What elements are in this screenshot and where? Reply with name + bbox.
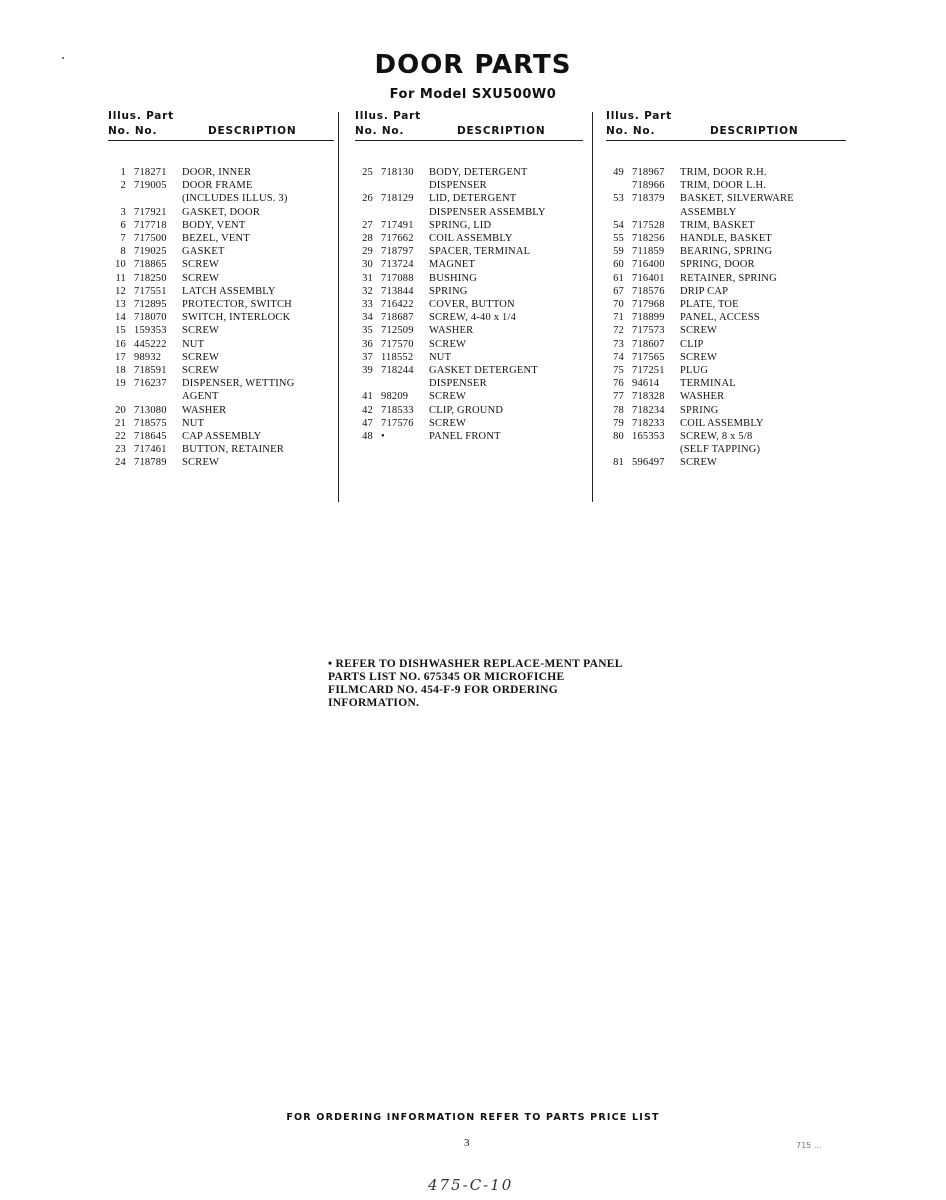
- part-number: [381, 179, 429, 192]
- part-row: [355, 364, 583, 377]
- parts-column-3: [606, 110, 846, 470]
- part-number: 718250: [134, 272, 167, 284]
- illus-number: 16: [115, 338, 126, 350]
- part-row: [355, 417, 583, 430]
- part-row: [606, 311, 846, 324]
- illus-number: 33: [362, 299, 373, 311]
- part-number: 718645: [134, 431, 167, 443]
- part-description: DISPENSER: [429, 180, 487, 192]
- part-row: [606, 258, 846, 271]
- column-header: [108, 110, 334, 140]
- part-description: NUT: [429, 351, 452, 363]
- part-number: 165353: [632, 431, 665, 443]
- parts-list: [355, 166, 583, 443]
- part-description: SPACER, TERMINAL: [429, 246, 531, 258]
- part-row: [606, 232, 846, 245]
- part-description: COVER, BUTTON: [429, 299, 515, 311]
- page-number: 3: [464, 1137, 470, 1149]
- header-illus-part: Illus. Part: [355, 110, 421, 122]
- part-number: 718797: [381, 246, 414, 258]
- illus-number: 70: [613, 299, 624, 311]
- part-number: [632, 443, 680, 456]
- illus-number: 31: [362, 272, 373, 284]
- part-row: [108, 390, 334, 403]
- part-description: SCREW: [182, 365, 220, 377]
- part-number: 713844: [381, 285, 414, 297]
- part-description: PROTECTOR, SWITCH: [182, 299, 292, 311]
- part-description: DOOR FRAME: [182, 180, 253, 192]
- part-number: 712509: [381, 325, 414, 337]
- part-number: 719025: [134, 246, 167, 258]
- illus-number: 32: [362, 285, 373, 297]
- illus-number: 19: [115, 378, 126, 390]
- part-description: HANDLE, BASKET: [680, 233, 773, 245]
- part-number: 718575: [134, 417, 167, 429]
- header-rule: [606, 140, 846, 141]
- part-description: PANEL, ACCESS: [680, 312, 760, 324]
- part-description: SCREW: [182, 457, 220, 469]
- model-subtitle: For Model SXU500W0: [389, 87, 557, 102]
- illus-number: 20: [115, 404, 126, 416]
- illus-number: 77: [613, 391, 624, 403]
- illus-number: 23: [115, 444, 126, 456]
- part-number: 716401: [632, 272, 665, 284]
- illus-number: 54: [613, 219, 624, 231]
- part-row: [108, 272, 334, 285]
- part-row: [355, 298, 583, 311]
- part-number: 716400: [632, 259, 665, 271]
- part-row: [108, 430, 334, 443]
- part-number: 717565: [632, 351, 665, 363]
- corner-code: 715 ...: [796, 1141, 822, 1150]
- illus-number: 24: [115, 457, 126, 469]
- part-number: 718130: [381, 167, 414, 178]
- ordering-footer: FOR ORDERING INFORMATION REFER TO PARTS PRICE LIST: [286, 1112, 660, 1123]
- part-row: [108, 377, 334, 390]
- part-row: [108, 443, 334, 456]
- part-number: 717662: [381, 233, 414, 245]
- part-number: 717921: [134, 206, 167, 218]
- part-number: 717461: [134, 444, 167, 456]
- part-row: [355, 245, 583, 258]
- illus-number: 72: [613, 325, 624, 337]
- part-number: 719005: [134, 180, 167, 192]
- part-description: SPRING: [429, 285, 468, 297]
- part-number: 718256: [632, 233, 665, 245]
- part-number: 159353: [134, 325, 167, 337]
- part-row: [355, 390, 583, 403]
- illus-number: 18: [115, 365, 126, 377]
- part-description: TRIM, BASKET: [680, 219, 755, 231]
- header-no: No. No.: [108, 125, 158, 137]
- illus-number: 15: [115, 325, 126, 337]
- illus-number: 21: [115, 417, 126, 429]
- part-description: BEZEL, VENT: [182, 233, 250, 245]
- part-description: GASKET: [182, 246, 225, 258]
- illus-number: 2: [120, 180, 126, 192]
- illus-number: 12: [115, 285, 126, 297]
- part-number: 718271: [134, 167, 167, 178]
- part-description: SCREW: [429, 338, 467, 350]
- part-row: [355, 324, 583, 337]
- part-description: (SELF TAPPING): [680, 444, 761, 456]
- part-description: BASKET, SILVERWARE: [680, 193, 794, 205]
- part-row: [108, 245, 334, 258]
- part-description: WASHER: [429, 325, 474, 337]
- part-number: 718687: [381, 312, 414, 324]
- header-no: No. No.: [606, 125, 656, 137]
- part-row: [606, 192, 846, 205]
- part-row: [108, 179, 334, 192]
- part-description: SCREW: [680, 351, 718, 363]
- illus-number: 27: [362, 219, 373, 231]
- part-number: 717718: [134, 219, 167, 231]
- part-description: NUT: [182, 417, 205, 429]
- part-row: [606, 417, 846, 430]
- part-description: BEARING, SPRING: [680, 246, 773, 258]
- illus-number: 61: [613, 272, 624, 284]
- illus-number: 53: [613, 193, 624, 205]
- part-number: 717251: [632, 365, 665, 377]
- parts-list: [606, 166, 846, 470]
- part-row: [606, 272, 846, 285]
- part-number: [134, 192, 182, 205]
- part-description: SCREW: [680, 457, 718, 469]
- part-number: 717573: [632, 325, 665, 337]
- illus-number: 42: [362, 404, 373, 416]
- part-row: [606, 377, 846, 390]
- part-number: 718789: [134, 457, 167, 469]
- part-row: [606, 219, 846, 232]
- part-number: 718244: [381, 365, 414, 377]
- part-row: [108, 192, 334, 205]
- part-number: 98209: [381, 391, 409, 403]
- part-row: [108, 298, 334, 311]
- part-row: [606, 430, 846, 443]
- part-number: 717528: [632, 219, 665, 231]
- part-row: [108, 456, 334, 469]
- part-number: 718379: [632, 193, 665, 205]
- part-description: CLIP: [680, 338, 704, 350]
- part-description: RETAINER, SPRING: [680, 272, 777, 284]
- part-description: DOOR, INNER: [182, 167, 252, 178]
- header-description: DESCRIPTION: [208, 125, 297, 137]
- part-number: 717576: [381, 417, 414, 429]
- part-row: [355, 258, 583, 271]
- illus-number: [355, 377, 381, 390]
- illus-number: 73: [613, 338, 624, 350]
- illus-number: 37: [362, 351, 373, 363]
- part-description: WASHER: [182, 404, 227, 416]
- part-number: 717500: [134, 233, 167, 245]
- part-description: LATCH ASSEMBLY: [182, 285, 276, 297]
- header-no: No. No.: [355, 125, 405, 137]
- part-description: SCREW: [680, 325, 718, 337]
- illus-number: 49: [613, 167, 624, 178]
- illus-number: [355, 179, 381, 192]
- part-number: 717968: [632, 299, 665, 311]
- replacement-panel-note: • REFER TO DISHWASHER REPLACE-MENT PANEL PARTS LIST NO. 675345 OR MICROFICHE FILMCARD NO. 454-F-9 FOR ORDERING INFORMATION.: [328, 658, 623, 709]
- part-description: SCREW, 4-40 x 1/4: [429, 312, 517, 324]
- illus-number: 76: [613, 378, 624, 390]
- part-description: SPRING, LID: [429, 219, 492, 231]
- illus-number: [108, 192, 134, 205]
- illus-number: 25: [362, 167, 373, 178]
- part-description: SCREW: [182, 272, 220, 284]
- part-number: 718576: [632, 285, 665, 297]
- part-description: BODY, VENT: [182, 219, 246, 231]
- part-row: [108, 338, 334, 351]
- part-row: [108, 258, 334, 271]
- illus-number: 34: [362, 312, 373, 324]
- illus-number: 30: [362, 259, 373, 271]
- part-description: SCREW: [182, 259, 220, 271]
- illus-number: 22: [115, 431, 126, 443]
- part-row: [108, 206, 334, 219]
- part-description: WASHER: [680, 391, 725, 403]
- part-number: 718607: [632, 338, 665, 350]
- part-description: SCREW: [429, 417, 467, 429]
- illus-number: 71: [613, 312, 624, 324]
- part-number: 717551: [134, 285, 167, 297]
- part-description: SWITCH, INTERLOCK: [182, 312, 291, 324]
- header-description: DESCRIPTION: [457, 125, 546, 137]
- part-row: [355, 192, 583, 205]
- illus-number: 55: [613, 233, 624, 245]
- part-description: AGENT: [182, 391, 219, 403]
- part-row: [108, 364, 334, 377]
- part-number: •: [381, 431, 385, 443]
- part-row: [355, 179, 583, 192]
- illus-number: 35: [362, 325, 373, 337]
- column-header: [606, 110, 846, 140]
- part-number: 718233: [632, 417, 665, 429]
- part-description: DISPENSER, WETTING: [182, 378, 295, 390]
- illus-number: 47: [362, 417, 373, 429]
- illus-number: 59: [613, 246, 624, 258]
- part-row: [355, 232, 583, 245]
- part-description: MAGNET: [429, 259, 476, 271]
- illus-number: 3: [120, 206, 126, 218]
- part-description: SCREW: [429, 391, 467, 403]
- part-row: [355, 166, 583, 179]
- illus-number: [355, 206, 381, 219]
- part-description: SCREW: [182, 325, 220, 337]
- part-description: COIL ASSEMBLY: [680, 417, 764, 429]
- part-number: [381, 377, 429, 390]
- part-number: 718967: [632, 167, 665, 178]
- part-row: [606, 404, 846, 417]
- illus-number: 8: [120, 246, 126, 258]
- part-row: [355, 338, 583, 351]
- part-number: 718865: [134, 259, 167, 271]
- part-row: [108, 166, 334, 179]
- illus-number: 17: [115, 351, 126, 363]
- part-description: DISPENSER ASSEMBLY: [429, 206, 546, 218]
- part-row: [108, 285, 334, 298]
- illus-number: 60: [613, 259, 624, 271]
- part-description: CAP ASSEMBLY: [182, 431, 262, 443]
- part-row: [108, 404, 334, 417]
- illus-number: 1: [120, 167, 126, 178]
- illus-number: 48: [362, 431, 373, 443]
- part-description: SPRING, DOOR: [680, 259, 755, 271]
- part-number: 718234: [632, 404, 665, 416]
- part-row: [606, 443, 846, 456]
- part-description: PLATE, TOE: [680, 299, 739, 311]
- part-number: [632, 206, 680, 219]
- part-description: CLIP, GROUND: [429, 404, 504, 416]
- part-row: [355, 285, 583, 298]
- part-number: 718533: [381, 404, 414, 416]
- part-description: PLUG: [680, 365, 709, 377]
- part-row: [606, 364, 846, 377]
- illus-number: [606, 443, 632, 456]
- part-row: [606, 298, 846, 311]
- part-number: [381, 206, 429, 219]
- part-description: COIL ASSEMBLY: [429, 233, 513, 245]
- part-row: [606, 285, 846, 298]
- part-row: [606, 166, 846, 179]
- illus-number: [108, 390, 134, 403]
- part-number: 98932: [134, 351, 162, 363]
- part-row: [606, 179, 846, 192]
- handwritten-note: 475-C-10: [428, 1176, 514, 1194]
- part-row: [606, 245, 846, 258]
- part-number: [134, 390, 182, 403]
- part-description: BUSHING: [429, 272, 478, 284]
- part-description: TERMINAL: [680, 378, 736, 390]
- part-number: 718129: [381, 193, 414, 205]
- parts-column-1: [108, 110, 334, 470]
- part-description: PANEL FRONT: [429, 431, 501, 443]
- part-number: 596497: [632, 457, 665, 469]
- part-number: 718328: [632, 391, 665, 403]
- part-description: SPRING: [680, 404, 719, 416]
- part-description: SCREW: [182, 351, 220, 363]
- part-description: BODY, DETERGENT: [429, 167, 528, 178]
- part-row: [355, 206, 583, 219]
- header-description: DESCRIPTION: [710, 125, 799, 137]
- part-number: 718966: [632, 180, 665, 192]
- illus-number: 26: [362, 193, 373, 205]
- part-number: 445222: [134, 338, 167, 350]
- part-number: 118552: [381, 351, 414, 363]
- column-divider: [592, 112, 593, 502]
- illus-number: 74: [613, 351, 624, 363]
- part-row: [355, 404, 583, 417]
- part-row: [355, 219, 583, 232]
- header-rule: [108, 140, 334, 141]
- part-row: [108, 351, 334, 364]
- illus-number: [606, 179, 632, 192]
- part-number: 718070: [134, 312, 167, 324]
- illus-number: 41: [362, 391, 373, 403]
- part-number: 716237: [134, 378, 167, 390]
- part-row: [606, 456, 846, 469]
- illus-number: 11: [115, 272, 126, 284]
- illus-number: [606, 206, 632, 219]
- part-description: ASSEMBLY: [680, 206, 737, 218]
- illus-number: 39: [362, 365, 373, 377]
- illus-number: 79: [613, 417, 624, 429]
- part-description: GASKET, DOOR: [182, 206, 261, 218]
- illus-number: 14: [115, 312, 126, 324]
- part-description: DISPENSER: [429, 378, 487, 390]
- part-description: BUTTON, RETAINER: [182, 444, 284, 456]
- part-row: [606, 206, 846, 219]
- part-description: NUT: [182, 338, 205, 350]
- part-number: 717570: [381, 338, 414, 350]
- part-row: [108, 324, 334, 337]
- header-illus-part: Illus. Part: [606, 110, 672, 122]
- part-description: TRIM, DOOR R.H.: [680, 167, 767, 178]
- part-row: [355, 377, 583, 390]
- illus-number: 36: [362, 338, 373, 350]
- part-row: [355, 351, 583, 364]
- part-number: 711859: [632, 246, 665, 258]
- illus-number: 80: [613, 431, 624, 443]
- part-row: [606, 390, 846, 403]
- part-number: 718591: [134, 365, 167, 377]
- part-number: 713724: [381, 259, 414, 271]
- part-number: 94614: [632, 378, 660, 390]
- illus-number: 13: [115, 299, 126, 311]
- illus-number: 28: [362, 233, 373, 245]
- part-description: GASKET DETERGENT: [429, 365, 538, 377]
- parts-list: [108, 166, 334, 470]
- part-row: [355, 272, 583, 285]
- illus-number: 75: [613, 365, 624, 377]
- part-description: SCREW, 8 x 5/8: [680, 431, 753, 443]
- part-row: [606, 338, 846, 351]
- column-header: [355, 110, 583, 140]
- page-title: DOOR PARTS: [374, 50, 572, 80]
- part-number: 718899: [632, 312, 665, 324]
- illus-number: 81: [613, 457, 624, 469]
- part-row: [606, 324, 846, 337]
- part-description: LID, DETERGENT: [429, 193, 517, 205]
- illus-number: 29: [362, 246, 373, 258]
- part-number: 716422: [381, 299, 414, 311]
- part-row: [108, 311, 334, 324]
- part-description: TRIM, DOOR L.H.: [680, 180, 767, 192]
- speck: [62, 57, 64, 59]
- header-illus-part: Illus. Part: [108, 110, 174, 122]
- part-number: 717088: [381, 272, 414, 284]
- part-row: [108, 417, 334, 430]
- illus-number: 6: [120, 219, 126, 231]
- part-row: [606, 351, 846, 364]
- parts-column-2: [355, 110, 583, 443]
- part-number: 717491: [381, 219, 414, 231]
- part-number: 713080: [134, 404, 167, 416]
- illus-number: 67: [613, 285, 624, 297]
- illus-number: 7: [120, 233, 126, 245]
- column-divider: [338, 112, 339, 502]
- part-description: (INCLUDES ILLUS. 3): [182, 193, 288, 205]
- part-row: [108, 219, 334, 232]
- part-row: [355, 430, 583, 443]
- part-description: DRIP CAP: [680, 285, 729, 297]
- part-row: [355, 311, 583, 324]
- illus-number: 10: [115, 259, 126, 271]
- part-row: [108, 232, 334, 245]
- header-rule: [355, 140, 583, 141]
- illus-number: 78: [613, 404, 624, 416]
- part-number: 712895: [134, 299, 167, 311]
